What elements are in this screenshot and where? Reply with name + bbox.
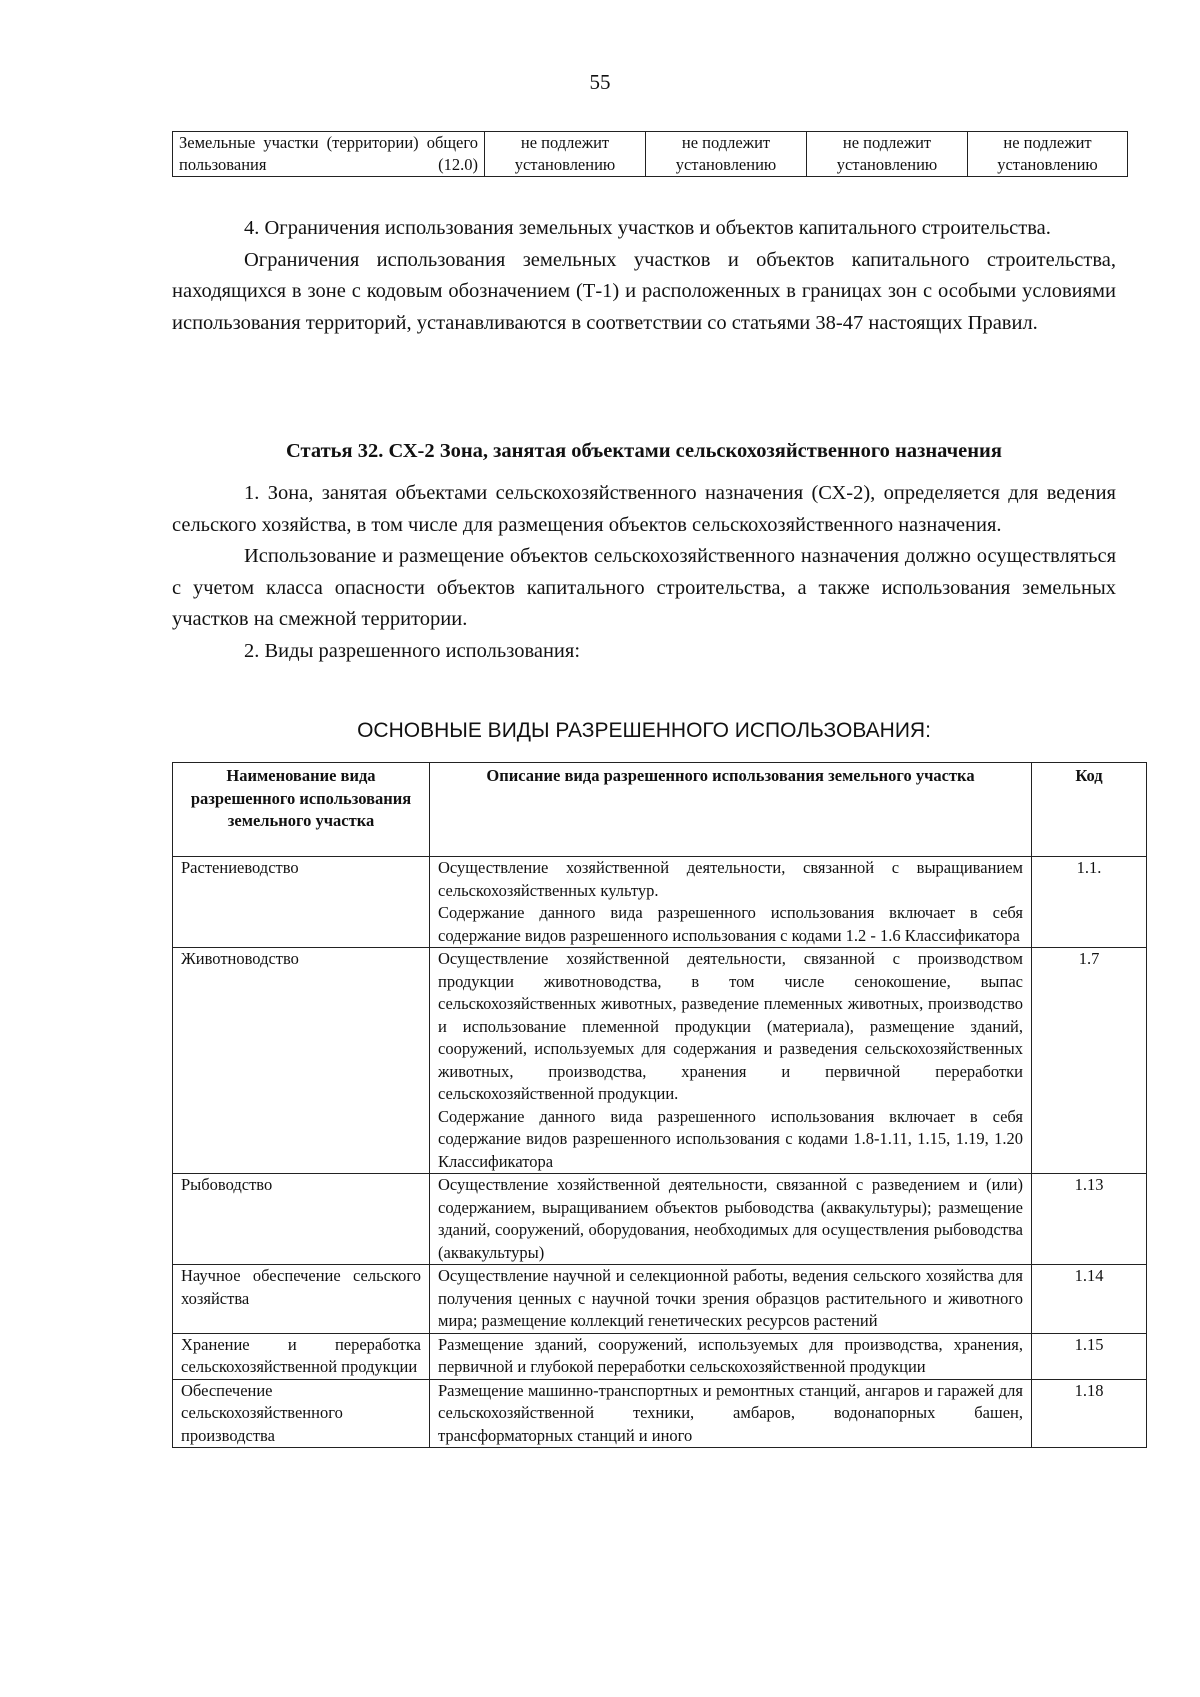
table-row (173, 1379, 1147, 1448)
row-name: Растениеводство (173, 857, 430, 948)
description-paragraph: Содержание данного вида разрешенного использования включает в себя содержание видов разрешенного использования с кодами 1.8-1.11, 1.15, 1.19, 1.20 Классификатора (438, 1106, 1023, 1171)
section-4 (172, 213, 1116, 339)
row-name: Хранение и переработка сельскохозяйственной продукции (173, 1333, 430, 1379)
header-code: Код (1032, 763, 1147, 857)
row-description (430, 1265, 1032, 1334)
page-number: 55 (589, 70, 611, 94)
row-code: 1.7 (1032, 948, 1147, 1174)
header-name: Наименование вида разрешенного использования земельного участка (173, 763, 430, 857)
table-title: ОСНОВНЫЕ ВИДЫ РАЗРЕШЕННОГО ИСПОЛЬЗОВАНИЯ: (357, 719, 931, 742)
description-paragraph: Осуществление хозяйственной деятельности, связанной с выращиванием сельскохозяйственных культур. (438, 858, 1023, 900)
row-description (430, 1333, 1032, 1379)
row-description (430, 948, 1032, 1174)
table-row (173, 132, 1128, 177)
row-name: Рыбоводство (173, 1174, 430, 1265)
row-code: 1.15 (1032, 1333, 1147, 1379)
table-cell: не подлежит установлению (646, 132, 807, 177)
row-name: Обеспечение сельскохозяйственного производства (173, 1379, 430, 1448)
table-cell-name: Земельные участки (территории) общего пользования (12.0) (173, 132, 485, 177)
description-paragraph: Размещение зданий, сооружений, используемых для производства, хранения, первичной и глубокой переработки сельскохозяйственной продукции (438, 1334, 1023, 1376)
table-row (173, 857, 1147, 948)
row-name: Животноводство (173, 948, 430, 1174)
description-paragraph: Осуществление научной и селекционной работы, ведения сельского хозяйства для получения ценных с научной точки зрения образцов растительного и животного мира; размещение коллекций генетических ресурсов растений (438, 1266, 1023, 1330)
table-row (173, 948, 1147, 1174)
row-code: 1.1. (1032, 857, 1147, 948)
section-4-title: 4. Ограничения использования земельных участков и объектов капитального строительства. (244, 217, 1051, 239)
table-cell: не подлежит установлению (968, 132, 1128, 177)
description-paragraph: Осуществление хозяйственной деятельности, связанной с производством продукции животноводства, в том числе сенокошение, выпас сельскохозяйственных животных, разведение племенных животных, производство и использование племенной продукции (материала), размещение зданий, сооружений, используемых для содержания и разведения сельскохозяйственных животных, производства, хранения и первичной переработки сельскохозяйственной продукции. (438, 949, 1023, 1103)
description-paragraph: Содержание данного вида разрешенного использования включает в себя содержание видов разрешенного использования с кодами 1.2 - 1.6 Классификатора (438, 903, 1023, 945)
table-cell: не подлежит установлению (807, 132, 968, 177)
article-paragraph-1: 1. Зона, занятая объектами сельскохозяйственного назначения (СХ-2), определяется для ведения сельского хозяйства, в том числе для размещения объектов сельскохозяйственного назначения. (172, 482, 1116, 536)
row-code: 1.13 (1032, 1174, 1147, 1265)
table-header-row (173, 763, 1147, 857)
article-body (172, 478, 1116, 667)
row-code: 1.14 (1032, 1265, 1147, 1334)
row-name: Научное обеспечение сельского хозяйства (173, 1265, 430, 1334)
table-row (173, 1265, 1147, 1334)
table-cell: не подлежит установлению (485, 132, 646, 177)
row-description (430, 1379, 1032, 1448)
section-4-body: Ограничения использования земельных участков и объектов капитального строительства, находящихся в зоне с кодовым обозначением (Т-1) и расположенных в границах зон с особыми условиями использования территорий, устанавливаются в соответствии со статьями 38-47 настоящих Правил. (172, 248, 1116, 334)
description-paragraph: Размещение машинно-транспортных и ремонтных станций, ангаров и гаражей для сельскохозяйственной техники, амбаров, водонапорных башен, трансформаторных станций и иного (438, 1380, 1023, 1445)
row-description (430, 1174, 1032, 1265)
table-row (173, 1174, 1147, 1265)
article-heading: Статья 32. СХ-2 Зона, занятая объектами сельскохозяйственного назначения (286, 440, 1002, 462)
zone-params-table (172, 131, 1128, 177)
description-paragraph: Осуществление хозяйственной деятельности, связанной с разведением и (или) содержанием, выращиванием объектов рыбоводства (аквакультуры); размещение зданий, сооружений, оборудования, необходимых для осуществления рыбоводства (аквакультуры) (438, 1175, 1023, 1262)
article-paragraph-3: 2. Виды разрешенного использования: (244, 639, 581, 662)
permitted-use-table (172, 762, 1147, 1448)
header-description: Описание вида разрешенного использования земельного участка (430, 763, 1032, 857)
table-row (173, 1333, 1147, 1379)
row-code: 1.18 (1032, 1379, 1147, 1448)
article-paragraph-2: Использование и размещение объектов сельскохозяйственного назначения должно осуществляться с учетом класса опасности объектов капитального строительства, а также использования земельных участков на смежной территории. (172, 545, 1116, 630)
row-description (430, 857, 1032, 948)
